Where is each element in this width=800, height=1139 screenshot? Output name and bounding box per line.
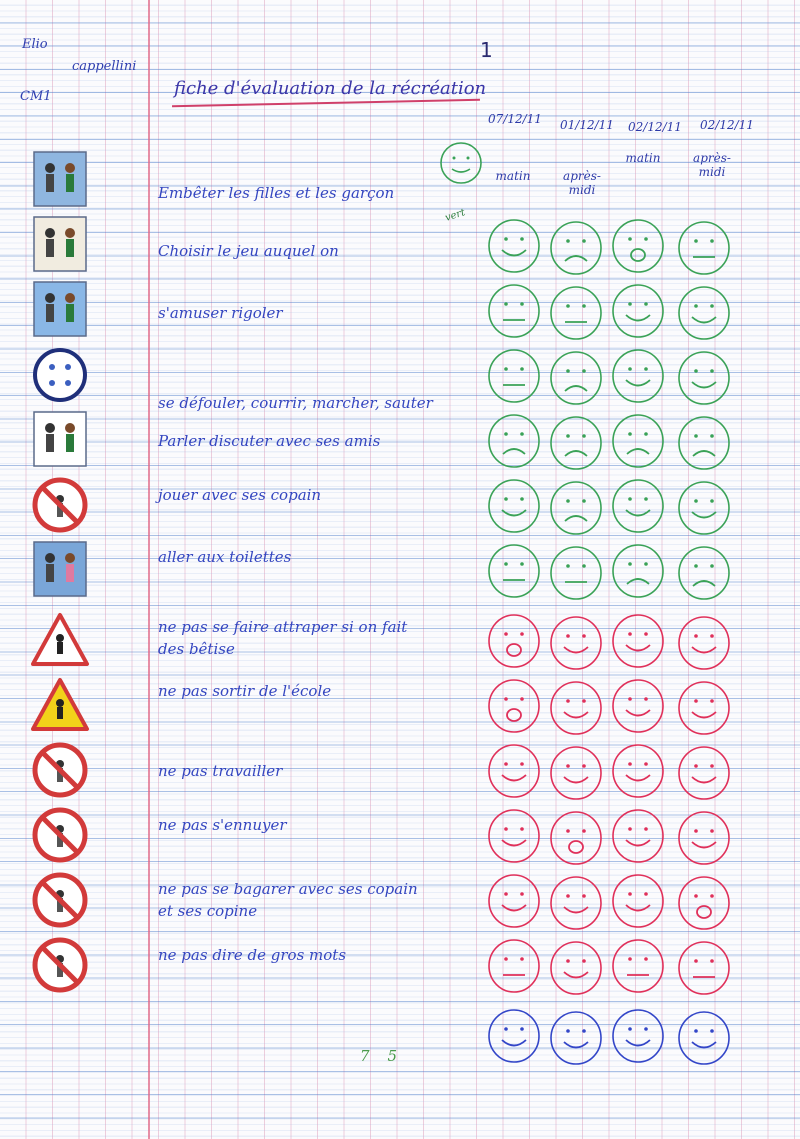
smiley-sad-icon xyxy=(676,544,732,602)
have-fun-icon xyxy=(28,280,92,340)
smiley-happy-icon xyxy=(676,1009,732,1067)
reference-face-note: vert xyxy=(443,207,467,224)
no-swearing-icon xyxy=(28,935,92,995)
footer-count xyxy=(360,1047,415,1065)
smiley-happy-icon xyxy=(676,809,732,867)
smiley-happy-icon xyxy=(676,679,732,737)
footer-count-b: 5 xyxy=(387,1047,416,1065)
smiley-happy-icon xyxy=(548,744,604,802)
smiley-happy-icon xyxy=(610,677,666,735)
bully-icon xyxy=(28,150,92,210)
footer-count-a: 7 xyxy=(360,1047,388,1065)
smiley-sad-icon xyxy=(610,412,666,470)
smiley-flat-icon xyxy=(548,284,604,342)
smiley-happy-icon xyxy=(610,477,666,535)
row-label: aller aux toilettes xyxy=(158,548,292,566)
student-last-name: cappellini xyxy=(72,59,137,74)
row-label: s'amuser rigoler xyxy=(158,304,283,322)
smiley-happy-icon xyxy=(486,217,542,275)
smiley-happy-icon xyxy=(486,807,542,865)
smiley-sad-icon xyxy=(548,414,604,472)
column-headers xyxy=(488,112,788,202)
smiley-open-icon xyxy=(486,612,542,670)
smiley-open-icon xyxy=(486,677,542,735)
smiley-happy-icon xyxy=(548,1009,604,1067)
smiley-open-icon xyxy=(610,217,666,275)
smiley-flat-icon xyxy=(486,347,542,405)
row-label: ne pas s'ennuyer xyxy=(158,816,287,834)
smiley-happy-icon xyxy=(610,1007,666,1065)
row-label: se défouler, courrir, marcher, sauter xyxy=(158,394,433,412)
smiley-happy-icon xyxy=(486,872,542,930)
student-class: CM1 xyxy=(20,89,52,104)
running-circle-icon xyxy=(28,345,92,405)
date-col-2: 01/12/11 xyxy=(560,118,614,132)
smiley-happy-icon xyxy=(486,742,542,800)
smiley-happy-icon xyxy=(610,872,666,930)
row-label: ne pas travailler xyxy=(158,762,283,780)
no-fighting-icon xyxy=(28,870,92,930)
warning-triangle-icon xyxy=(28,610,92,670)
smiley-sad-icon xyxy=(548,219,604,277)
smiley-happy-icon xyxy=(610,612,666,670)
smiley-happy-icon xyxy=(676,479,732,537)
row-label: Parler discuter avec ses amis xyxy=(158,432,381,450)
page-number: 1 xyxy=(480,38,493,62)
smiley-sad-icon xyxy=(548,349,604,407)
row-label: ne pas dire de gros mots xyxy=(158,946,347,964)
date-col-4: 02/12/11 xyxy=(700,118,754,132)
smiley-happy-icon xyxy=(676,614,732,672)
slot-col-2: après-midi xyxy=(563,169,601,197)
no-boredom-icon xyxy=(28,805,92,865)
smiley-flat-icon xyxy=(676,219,732,277)
row-label: jouer avec ses copain xyxy=(158,486,322,504)
reference-smiley-icon xyxy=(438,140,484,186)
date-col-3: 02/12/11 xyxy=(628,120,682,134)
talking-icon xyxy=(28,410,92,470)
student-first-name: Elio xyxy=(22,37,48,52)
slot-col-3: matin xyxy=(625,151,661,165)
row-label: Choisir le jeu auquel on xyxy=(158,242,339,260)
smiley-happy-icon xyxy=(548,939,604,997)
sheet-title: fiche d'évaluation de la récréation xyxy=(174,78,487,99)
smiley-happy-icon xyxy=(676,349,732,407)
smiley-open-icon xyxy=(676,874,732,932)
no-work-icon xyxy=(28,740,92,800)
smiley-sad-icon xyxy=(676,414,732,472)
smiley-happy-icon xyxy=(548,679,604,737)
slot-col-1: matin xyxy=(495,169,531,183)
row-label: ne pas se faire attraper si on fait des bêtise xyxy=(158,618,408,658)
smiley-happy-icon xyxy=(610,807,666,865)
smiley-sad-icon xyxy=(486,412,542,470)
smiley-happy-icon xyxy=(486,477,542,535)
row-label: ne pas se bagarer avec ses copain et ses copine xyxy=(158,880,418,920)
smiley-flat-icon xyxy=(486,937,542,995)
smiley-flat-icon xyxy=(676,939,732,997)
row-label: ne pas sortir de l'école xyxy=(158,682,332,700)
smiley-flat-icon xyxy=(548,544,604,602)
smiley-happy-icon xyxy=(548,874,604,932)
no-exit-triangle-icon xyxy=(28,675,92,735)
smiley-sad-icon xyxy=(548,479,604,537)
smiley-happy-icon xyxy=(610,742,666,800)
smiley-flat-icon xyxy=(610,937,666,995)
smiley-happy-icon xyxy=(610,347,666,405)
smiley-sad-icon xyxy=(610,542,666,600)
smiley-happy-icon xyxy=(486,1007,542,1065)
margin-line xyxy=(148,0,150,1139)
smiley-flat-icon xyxy=(486,282,542,340)
smiley-happy-icon xyxy=(676,284,732,342)
smiley-open-icon xyxy=(548,809,604,867)
smiley-happy-icon xyxy=(548,614,604,672)
no-rope-icon xyxy=(28,475,92,535)
play-games-icon xyxy=(28,215,92,275)
smiley-happy-icon xyxy=(610,282,666,340)
date-col-1: 07/12/11 xyxy=(488,112,542,126)
toilets-icon xyxy=(28,540,92,600)
smiley-happy-icon xyxy=(676,744,732,802)
row-label: Embêter les filles et les garçon xyxy=(158,184,395,202)
slot-col-4: après-midi xyxy=(693,151,731,179)
smiley-flat-icon xyxy=(486,542,542,600)
title-underline xyxy=(172,99,480,107)
